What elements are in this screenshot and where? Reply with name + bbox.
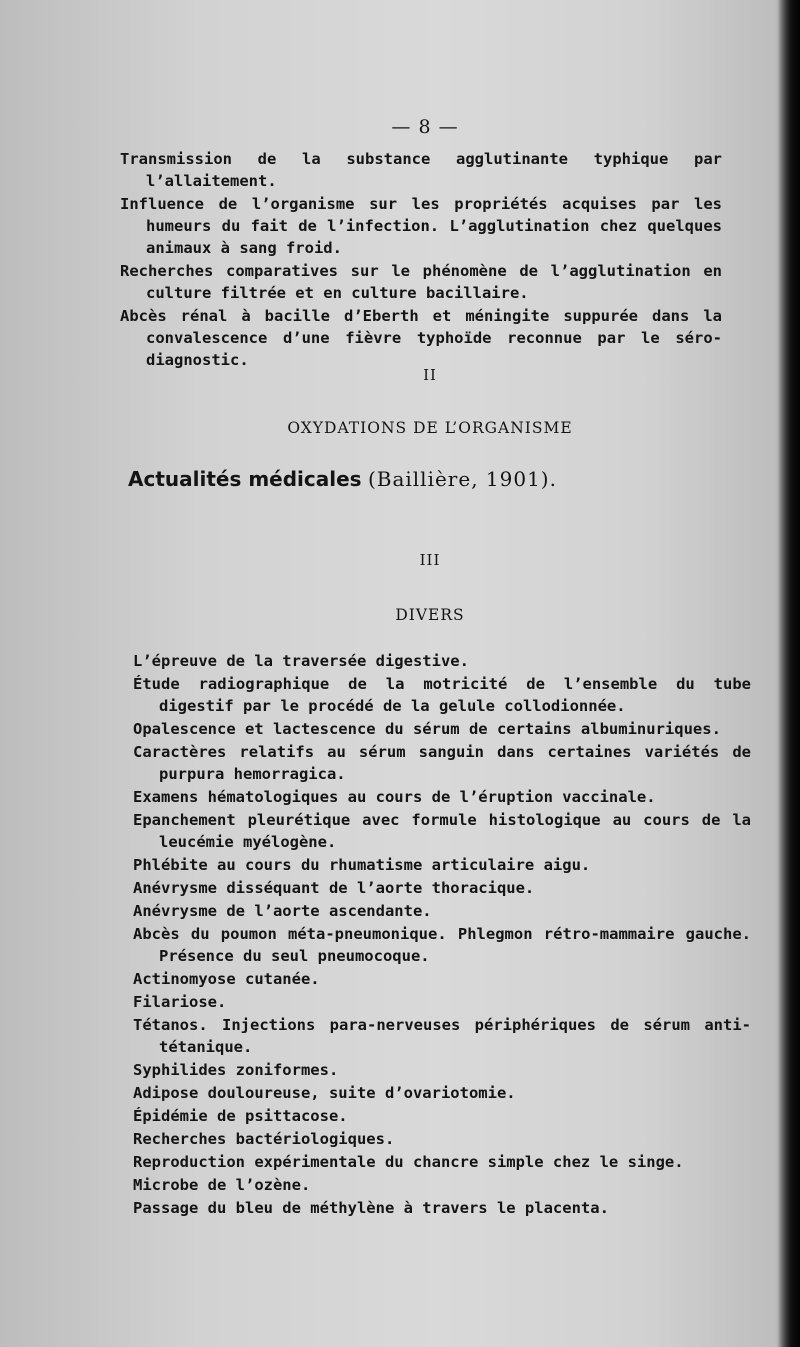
list-item: Actinomyose cutanée.: [133, 970, 320, 988]
divers-entry-list: [133, 650, 751, 1220]
list-item: Abcès du poumon méta-pneumonique. Phlegmon rétro-mammaire gauche. Présence du seul pneumocoque.: [133, 925, 751, 965]
section-three-number: III: [419, 551, 441, 569]
list-item: Caractères relatifs au sérum sanguin dans certaines variétés de purpura hemorragica.: [133, 743, 751, 783]
list-item: Microbe de l’ozène.: [133, 1176, 311, 1194]
top-entry-list: [120, 148, 722, 372]
bibliography-reference: (Baillière, 1901).: [367, 467, 557, 491]
list-item: Opalescence et lactescence du sérum de certains albuminuriques.: [133, 720, 721, 738]
section-two-number: II: [423, 366, 437, 384]
list-item: Epanchement pleurétique avec formule histologique au cours de la leucémie myélogène.: [133, 811, 751, 851]
list-item: Abcès rénal à bacille d’Eberth et méningite suppurée dans la convalescence d’une fièvre typhoïde reconnue par le séro-diagnostic.: [120, 307, 722, 369]
section-two-title: OXYDATIONS DE L’ORGANISME: [287, 419, 573, 437]
list-item: Transmission de la substance agglutinante typhique par l’allaitement.: [120, 150, 722, 190]
list-item: Recherches comparatives sur le phénomène de l’agglutination en culture filtrée et en culture bacillaire.: [120, 262, 722, 302]
list-item: Reproduction expérimentale du chancre simple chez le singe.: [133, 1153, 684, 1171]
list-item: Phlébite au cours du rhumatisme articulaire aigu.: [133, 856, 591, 874]
list-item: Examens hématologiques au cours de l’éruption vaccinale.: [133, 788, 656, 806]
bibliography-line: [128, 467, 557, 491]
bibliography-title: Actualités médicales: [128, 467, 362, 491]
page-edge-shadow: [778, 0, 800, 1347]
list-item: Filariose.: [133, 993, 227, 1011]
list-item: Recherches bactériologiques.: [133, 1130, 395, 1148]
page-number: — 8 —: [391, 116, 459, 138]
list-item: Passage du bleu de méthylène à travers le placenta.: [133, 1199, 609, 1217]
section-three-title: DIVERS: [395, 606, 465, 624]
list-item: L’épreuve de la traversée digestive.: [133, 652, 469, 670]
list-item: Étude radiographique de la motricité de l’ensemble du tube digestif par le procédé de la gelule collodionnée.: [133, 675, 751, 715]
list-item: Anévrysme disséquant de l’aorte thoracique.: [133, 879, 535, 897]
list-item: Tétanos. Injections para-nerveuses périphériques de sérum anti-tétanique.: [133, 1016, 751, 1056]
list-item: Épidémie de psittacose.: [133, 1107, 348, 1125]
list-item: Syphilides zoniformes.: [133, 1061, 339, 1079]
list-item: Adipose douloureuse, suite d’ovariotomie.: [133, 1084, 516, 1102]
list-item: Influence de l’organisme sur les propriétés acquises par les humeurs du fait de l’infection. L’agglutination chez quelques animaux à sang froid.: [120, 195, 722, 257]
list-item: Anévrysme de l’aorte ascendante.: [133, 902, 432, 920]
